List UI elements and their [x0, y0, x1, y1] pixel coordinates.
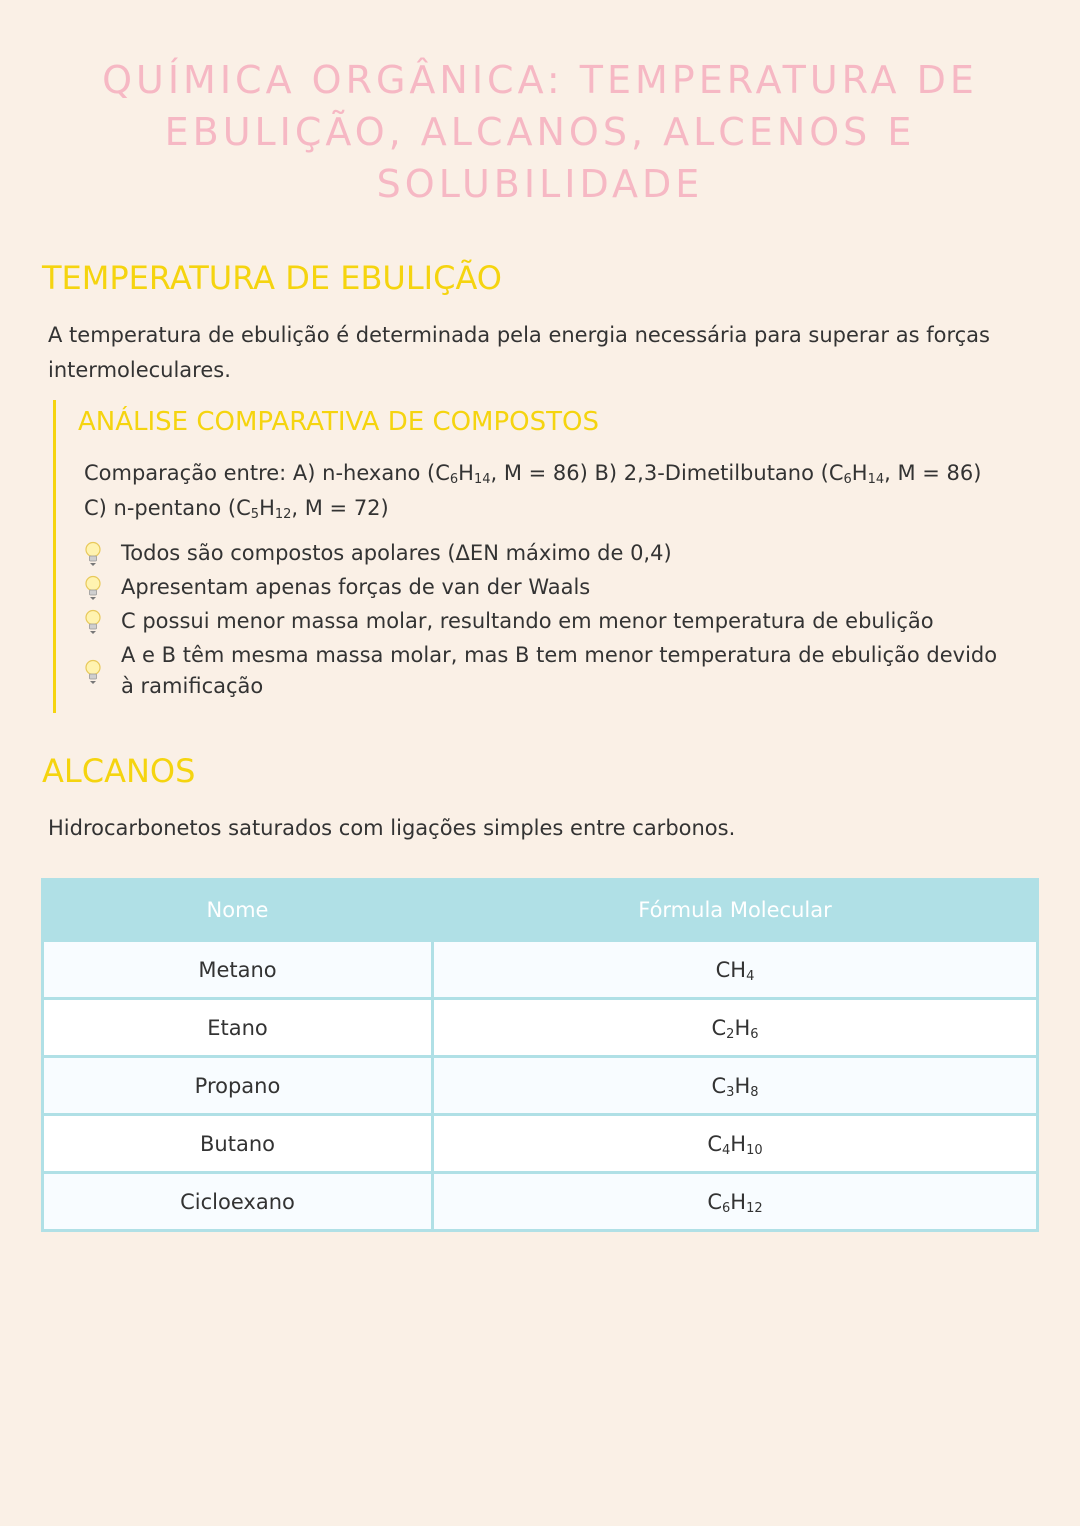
section-heading-alcanos: ALCANOS: [42, 752, 196, 790]
comparison-text: Comparação entre: A) n-hexano ($C_6H_{14}$, M = 86) B) 2,3-Dimetilbutano ($C_6H_{14}$, M = 86) C) n-pentano ($C_5H_{12}$, M = 72): [84, 461, 982, 522]
cell-name: Metano: [43, 941, 433, 999]
cell-formula: $C_6H_{12}$: [433, 1173, 1038, 1231]
list-item: Apresentam apenas forças de van der Waals: [84, 572, 1004, 603]
table-row: [43, 1115, 1038, 1173]
list-item: C possui menor massa molar, resultando em menor temperatura de ebulição: [84, 606, 1004, 637]
lightbulb-icon: [84, 541, 102, 567]
cell-name: Butano: [43, 1115, 433, 1173]
list-item: A e B têm mesma massa molar, mas B tem menor temperatura de ebulição devido à ramificação: [84, 640, 1004, 702]
lightbulb-icon: [84, 575, 102, 601]
table-header-row: [43, 880, 1038, 941]
callout-heading: ANÁLISE COMPARATIVA DE COMPOSTOS: [78, 407, 599, 437]
callout-analise-comparativa: [53, 400, 1016, 713]
table-row: [43, 1057, 1038, 1115]
cell-formula: $C_2H_6$: [433, 999, 1038, 1057]
cell-formula: $C_3H_8$: [433, 1057, 1038, 1115]
cell-name: Etano: [43, 999, 433, 1057]
list-item: Todos são compostos apolares (ΔEN máximo de 0,4): [84, 538, 1004, 569]
lightbulb-icon: [84, 609, 102, 635]
section-heading-ebulicao: TEMPERATURA DE EBULIÇÃO: [42, 259, 502, 297]
section-intro-alcanos: Hidrocarbonetos saturados com ligações simples entre carbonos.: [48, 816, 736, 840]
section-intro-ebulicao: A temperatura de ebulição é determinada pela energia necessária para superar as forças intermoleculares.: [48, 323, 990, 382]
table-row: [43, 999, 1038, 1057]
cell-formula: $C_4H_{10}$: [433, 1115, 1038, 1173]
alcanos-table: [41, 878, 1039, 1232]
table-row: [43, 941, 1038, 999]
cell-name: Propano: [43, 1057, 433, 1115]
table-row: [43, 1173, 1038, 1231]
callout-bullet-list: [84, 538, 1004, 705]
column-header-nome: Nome: [43, 880, 433, 941]
cell-name: Cicloexano: [43, 1173, 433, 1231]
column-header-formula: Fórmula Molecular: [433, 880, 1038, 941]
cell-formula: $CH_4$: [433, 941, 1038, 999]
page-title: QUÍMICA ORGÂNICA: TEMPERATURA DE EBULIÇÃO, ALCANOS, ALCENOS E SOLUBILIDADE: [102, 58, 978, 206]
lightbulb-icon: [84, 659, 102, 685]
